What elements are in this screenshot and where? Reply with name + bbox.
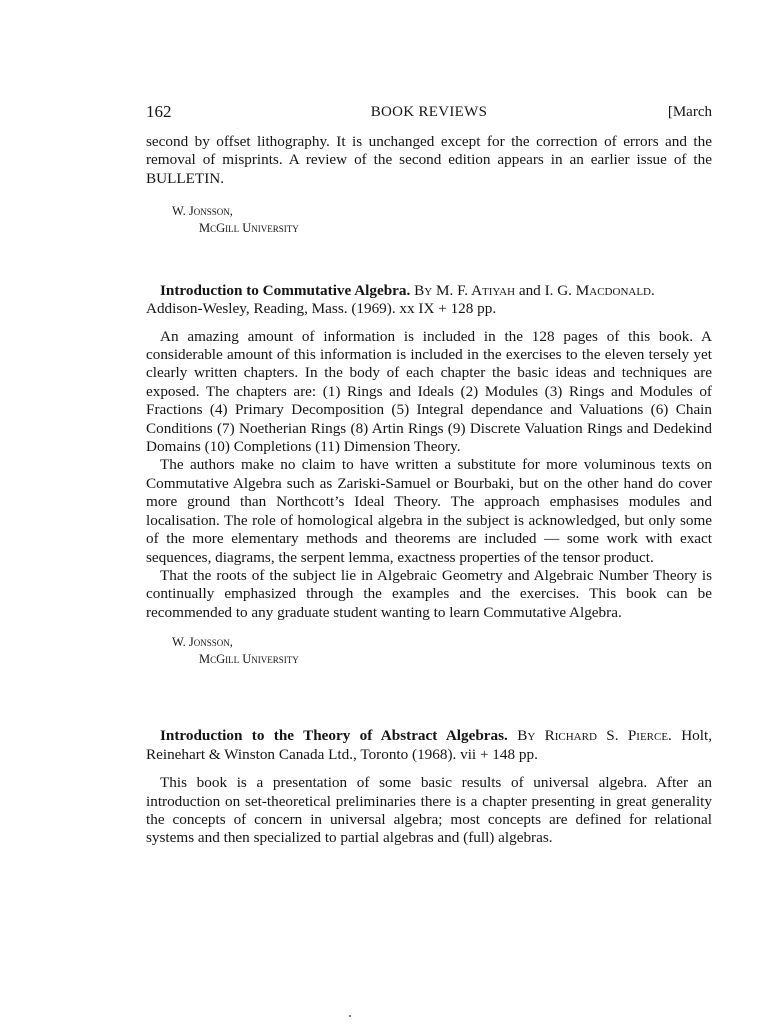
issue-month: [March xyxy=(667,104,712,120)
book-author: I. G. Macdonald. xyxy=(544,282,655,300)
reviewer-name: W. Jonsson, xyxy=(172,204,233,219)
book-author: M. F. Atiyah xyxy=(435,282,516,300)
review-heading xyxy=(146,281,712,300)
running-title: BOOK REVIEWS xyxy=(370,104,488,120)
reviewer-name: W. Jonsson, xyxy=(172,635,233,650)
scan-speck xyxy=(349,1015,351,1017)
reviewer-signature xyxy=(172,203,712,237)
page-header xyxy=(146,100,712,124)
book-publisher: Holt, Reinehart & Winston Canada Ltd., Toronto (1968). vii + 148 pp. xyxy=(146,727,712,764)
book-title: Introduction to Commutative Algebra. xyxy=(160,282,411,300)
page-number: 162 xyxy=(146,102,172,121)
continuation-paragraph: second by offset lithography. It is unchanged except for the correction of errors and the removal of misprints. A review of the second edition appears in an earlier issue of the BULLETIN. xyxy=(146,133,712,187)
review-paragraph: An amazing amount of information is included in the 128 pages of this book. A considerable amount of this information is included in the exercises to the eleven tersely yet clearly written chapters. In the body of each chapter the basic ideas and techniques are exposed. The chapters are: (1) Rings and Ideals (2) Modules (3) Rings and Modules of Fractions (4) Primary Decomposition (5) Integral dependance and Valuations (6) Chain Conditions (7) Noetherian Rings (8) Artin Rings (9) Discrete Valuation Rings and Dedekind Domains (10) Completions (11) Dimension Theory. xyxy=(146,327,712,456)
book-review-page xyxy=(146,100,712,848)
review-paragraph: This book is a presentation of some basic results of universal algebra. After an introduction on set-theoretical preliminaries there is a chapter presenting in great generality the concepts of concern in universal algebra; most concepts are defined for relational systems and then specialized to partial algebras and (full) algebras. xyxy=(146,774,712,847)
book-author: Richard S. Pierce. xyxy=(544,727,672,745)
reviewer-signature xyxy=(172,634,712,668)
reviewer-affiliation: McGill University xyxy=(199,221,299,236)
by-label: By xyxy=(517,727,536,745)
book-publisher: Addison-Wesley, Reading, Mass. (1969). xx IX + 128 pp. xyxy=(146,300,497,318)
review-heading xyxy=(146,726,712,764)
by-label: By xyxy=(414,282,433,300)
author-conjunction: and xyxy=(515,282,545,300)
book-title: Introduction to the Theory of Abstract Algebras. xyxy=(160,727,508,745)
review-paragraph: That the roots of the subject lie in Algebraic Geometry and Algebraic Number Theory is continually emphasized through the examples and the exercises. This book can be recommended to any graduate student wanting to learn Commutative Algebra. xyxy=(146,566,712,621)
review-paragraph: The authors make no claim to have written a substitute for more voluminous texts on Commutative Algebra such as Zariski-Samuel or Bourbaki, but on the other hand do cover more ground than Northcott’s Ideal Theory. The approach emphasises modules and localisation. The role of homological algebra in the subject is acknowledged, but only some of the more elementary methods and theorems are included — some work with exact sequences, diagrams, the serpent lemma, exactness properties of the tensor product. xyxy=(146,456,712,566)
reviewer-affiliation: McGill University xyxy=(199,652,299,667)
